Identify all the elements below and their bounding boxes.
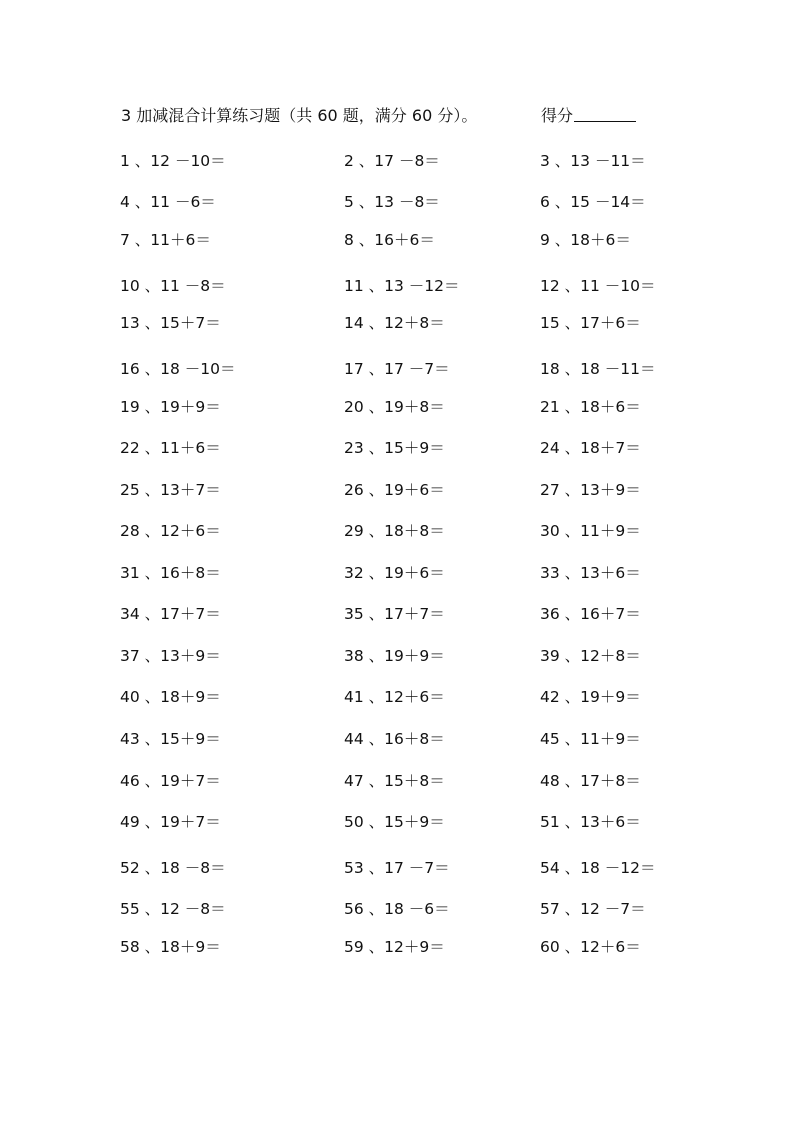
- problem-row: [0, 274, 793, 298]
- problem-item: 28 、12＋6＝: [120, 522, 221, 540]
- problem-row: [0, 602, 793, 626]
- problem-item: 39 、12＋8＝: [540, 647, 641, 665]
- problem-item: 48 、17＋8＝: [540, 772, 641, 790]
- problem-item: 18 、18 －11＝: [540, 360, 656, 378]
- problem-item: 3 、13 －11＝: [540, 152, 646, 170]
- problem-row: [0, 856, 793, 880]
- problem-item: 50 、15＋9＝: [344, 813, 445, 831]
- problem-item: 46 、19＋7＝: [120, 772, 221, 790]
- problem-item: 14 、12＋8＝: [344, 314, 445, 332]
- problem-row: [0, 769, 793, 793]
- problem-item: 53 、17 －7＝: [344, 859, 450, 877]
- problem-item: 45 、11＋9＝: [540, 730, 641, 748]
- problem-item: 58 、18＋9＝: [120, 938, 221, 956]
- problem-item: 1 、12 －10＝: [120, 152, 226, 170]
- problem-item: 26 、19＋6＝: [344, 481, 445, 499]
- problem-item: 20 、19＋8＝: [344, 398, 445, 416]
- problem-item: 11 、13 －12＝: [344, 277, 460, 295]
- problem-item: 33 、13＋6＝: [540, 564, 641, 582]
- problem-item: 49 、19＋7＝: [120, 813, 221, 831]
- problem-item: 40 、18＋9＝: [120, 688, 221, 706]
- problem-row: [0, 727, 793, 751]
- problem-row: [0, 685, 793, 709]
- problem-item: 16 、18 －10＝: [120, 360, 236, 378]
- problem-item: 51 、13＋6＝: [540, 813, 641, 831]
- problem-row: [0, 897, 793, 921]
- problem-item: 41 、12＋6＝: [344, 688, 445, 706]
- problem-item: 37 、13＋9＝: [120, 647, 221, 665]
- problem-item: 42 、19＋9＝: [540, 688, 641, 706]
- problem-row: [0, 519, 793, 543]
- problem-item: 8 、16＋6＝: [344, 231, 435, 249]
- problem-row: [0, 478, 793, 502]
- problem-item: 60 、12＋6＝: [540, 938, 641, 956]
- problem-item: 9 、18＋6＝: [540, 231, 631, 249]
- problem-item: 36 、16＋7＝: [540, 605, 641, 623]
- problem-row: [0, 228, 793, 252]
- problem-row: [0, 644, 793, 668]
- problem-item: 44 、16＋8＝: [344, 730, 445, 748]
- problem-item: 7 、11＋6＝: [120, 231, 211, 249]
- problem-item: 27 、13＋9＝: [540, 481, 641, 499]
- problem-row: [0, 436, 793, 460]
- problem-item: 17 、17 －7＝: [344, 360, 450, 378]
- problem-item: 47 、15＋8＝: [344, 772, 445, 790]
- problem-item: 38 、19＋9＝: [344, 647, 445, 665]
- problem-item: 32 、19＋6＝: [344, 564, 445, 582]
- problem-item: 24 、18＋7＝: [540, 439, 641, 457]
- problem-item: 30 、11＋9＝: [540, 522, 641, 540]
- problem-item: 19 、19＋9＝: [120, 398, 221, 416]
- problem-item: 22 、11＋6＝: [120, 439, 221, 457]
- problem-item: 34 、17＋7＝: [120, 605, 221, 623]
- problem-item: 10 、11 －8＝: [120, 277, 226, 295]
- problem-item: 4 、11 －6＝: [120, 193, 216, 211]
- problem-item: 35 、17＋7＝: [344, 605, 445, 623]
- problem-item: 54 、18 －12＝: [540, 859, 656, 877]
- problem-row: [0, 810, 793, 834]
- problem-item: 25 、13＋7＝: [120, 481, 221, 499]
- problem-item: 43 、15＋9＝: [120, 730, 221, 748]
- problem-item: 6 、15 －14＝: [540, 193, 646, 211]
- problem-row: [0, 935, 793, 959]
- problem-row: [0, 395, 793, 419]
- problem-item: 15 、17＋6＝: [540, 314, 641, 332]
- score-label: 得分: [541, 106, 574, 125]
- problem-item: 23 、15＋9＝: [344, 439, 445, 457]
- problem-item: 12 、11 －10＝: [540, 277, 656, 295]
- problem-row: [0, 561, 793, 585]
- problem-item: 59 、12＋9＝: [344, 938, 445, 956]
- problem-item: 29 、18＋8＝: [344, 522, 445, 540]
- problem-item: 57 、12 －7＝: [540, 900, 646, 918]
- problem-row: [0, 190, 793, 214]
- worksheet-title: 3 加减混合计算练习题（共 60 题，满分 60 分）。: [121, 106, 478, 125]
- problem-row: [0, 311, 793, 335]
- problem-row: [0, 357, 793, 381]
- problem-item: 2 、17 －8＝: [344, 152, 440, 170]
- problem-item: 56 、18 －6＝: [344, 900, 450, 918]
- problem-item: 55 、12 －8＝: [120, 900, 226, 918]
- problem-item: 52 、18 －8＝: [120, 859, 226, 877]
- problem-item: 5 、13 －8＝: [344, 193, 440, 211]
- problem-row: [0, 149, 793, 173]
- problem-item: 31 、16＋8＝: [120, 564, 221, 582]
- problem-item: 13 、15＋7＝: [120, 314, 221, 332]
- problem-item: 21 、18＋6＝: [540, 398, 641, 416]
